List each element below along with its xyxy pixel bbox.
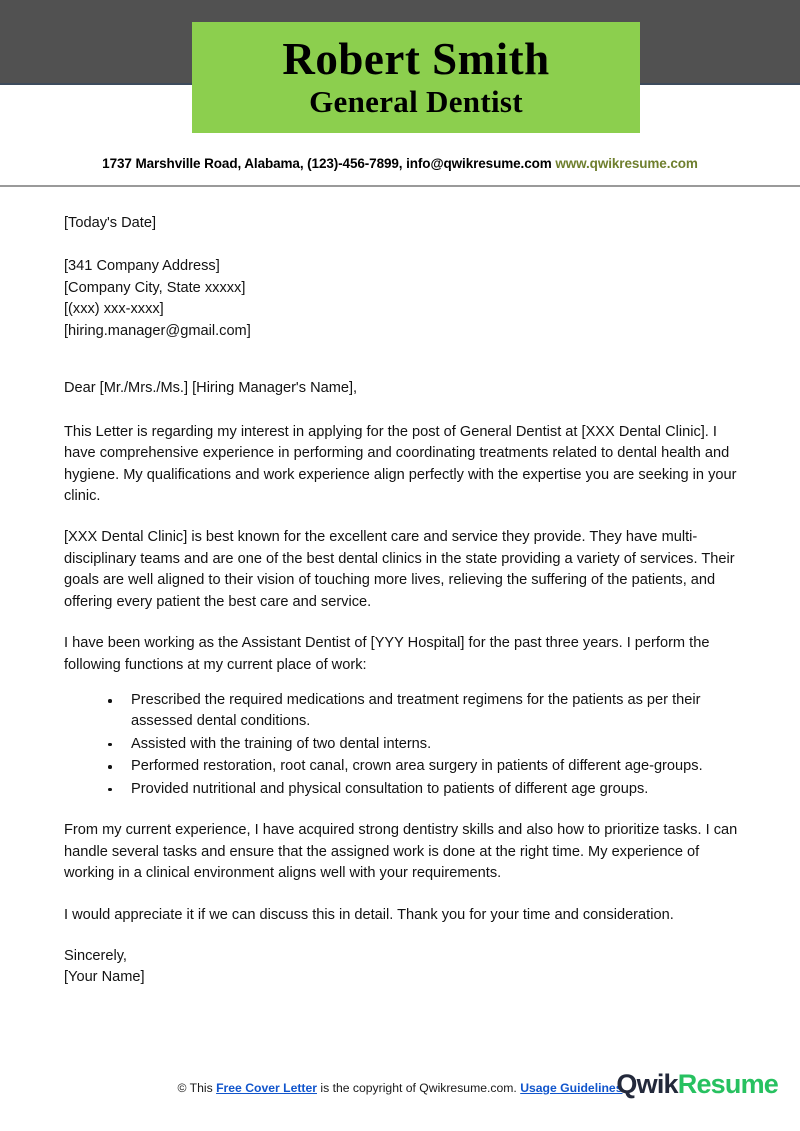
contact-details: 1737 Marshville Road, Alabama, (123)-456-7899, info@qwikresume.com xyxy=(102,156,552,171)
recipient-address-block xyxy=(64,256,738,342)
document-header xyxy=(0,0,800,133)
recipient-address-line: [341 Company Address] xyxy=(64,258,220,275)
list-item: Provided nutritional and physical consultation to patients of different age groups. xyxy=(104,779,738,800)
list-item: Performed restoration, root canal, crown area surgery in patients of different age-groups. xyxy=(104,756,738,777)
duties-list xyxy=(64,690,738,800)
document-footer xyxy=(0,1065,800,1131)
contact-info-line xyxy=(0,133,800,171)
letter-salutation: Dear [Mr./Mrs./Ms.] [Hiring Manager's Name], xyxy=(64,380,358,397)
applicant-job-title: General Dentist xyxy=(309,84,523,120)
list-item: Prescribed the required medications and treatment regimens for the patients as per their assessed dental conditions. xyxy=(104,690,738,733)
letter-body xyxy=(0,187,800,989)
recipient-address-line: [(xxx) xxx-xxxx] xyxy=(64,301,164,318)
recipient-address-line: [hiring.manager@gmail.com] xyxy=(64,322,251,339)
letter-paragraph-2: [XXX Dental Clinic] is best known for the excellent care and service they provide. They have multi-disciplinary teams and are one of the best dental clinics in the state providing a variety of services. Their goals are well aligned to their vision of touching more lives, relieving the suffering of the patients, and offering every patient the best care and service. xyxy=(64,529,735,610)
logo-text-resume: Resume xyxy=(677,1069,778,1099)
qwikresume-logo[interactable] xyxy=(616,1071,778,1098)
footer-copyright-middle: is the copyright of Qwikresume.com. xyxy=(317,1081,521,1095)
letter-paragraph-4: From my current experience, I have acquired strong dentistry skills and also how to prioritize tasks. I can handle several tasks and ensure that the assigned work is done at the right time. My experience of working in a clinical environment aligns well with your requirements. xyxy=(64,822,738,882)
recipient-address-line: [Company City, State xxxxx] xyxy=(64,279,246,296)
letter-date: [Today's Date] xyxy=(64,215,157,231)
free-cover-letter-link[interactable]: Free Cover Letter xyxy=(216,1081,317,1095)
signature-name: [Your Name] xyxy=(64,969,145,986)
applicant-name: Robert Smith xyxy=(282,33,550,84)
signature-block xyxy=(64,946,738,989)
logo-text-qwik: Qwik xyxy=(616,1069,678,1099)
usage-guidelines-link[interactable]: Usage Guidelines xyxy=(520,1081,623,1095)
letter-paragraph-1: This Letter is regarding my interest in applying for the post of General Dentist at [XXX Dental Clinic]. I have comprehensive experience in performing and coordinating treatments related to dental health and hygiene. My qualifications and work experience align perfectly with the expertise you are seeking in your clinic. xyxy=(64,423,737,504)
letter-closing: Sincerely, xyxy=(64,947,127,964)
letter-paragraph-5: I would appreciate it if we can discuss this in detail. Thank you for your time and consideration. xyxy=(64,906,674,923)
letter-paragraph-3: I have been working as the Assistant Dentist of [YYY Hospital] for the past three years. I perform the following functions at my current place of work: xyxy=(64,635,710,673)
list-item: Assisted with the training of two dental interns. xyxy=(104,734,738,755)
name-title-box xyxy=(192,22,640,133)
contact-website-link[interactable]: www.qwikresume.com xyxy=(555,156,698,171)
footer-copyright-prefix: © This xyxy=(177,1081,217,1095)
